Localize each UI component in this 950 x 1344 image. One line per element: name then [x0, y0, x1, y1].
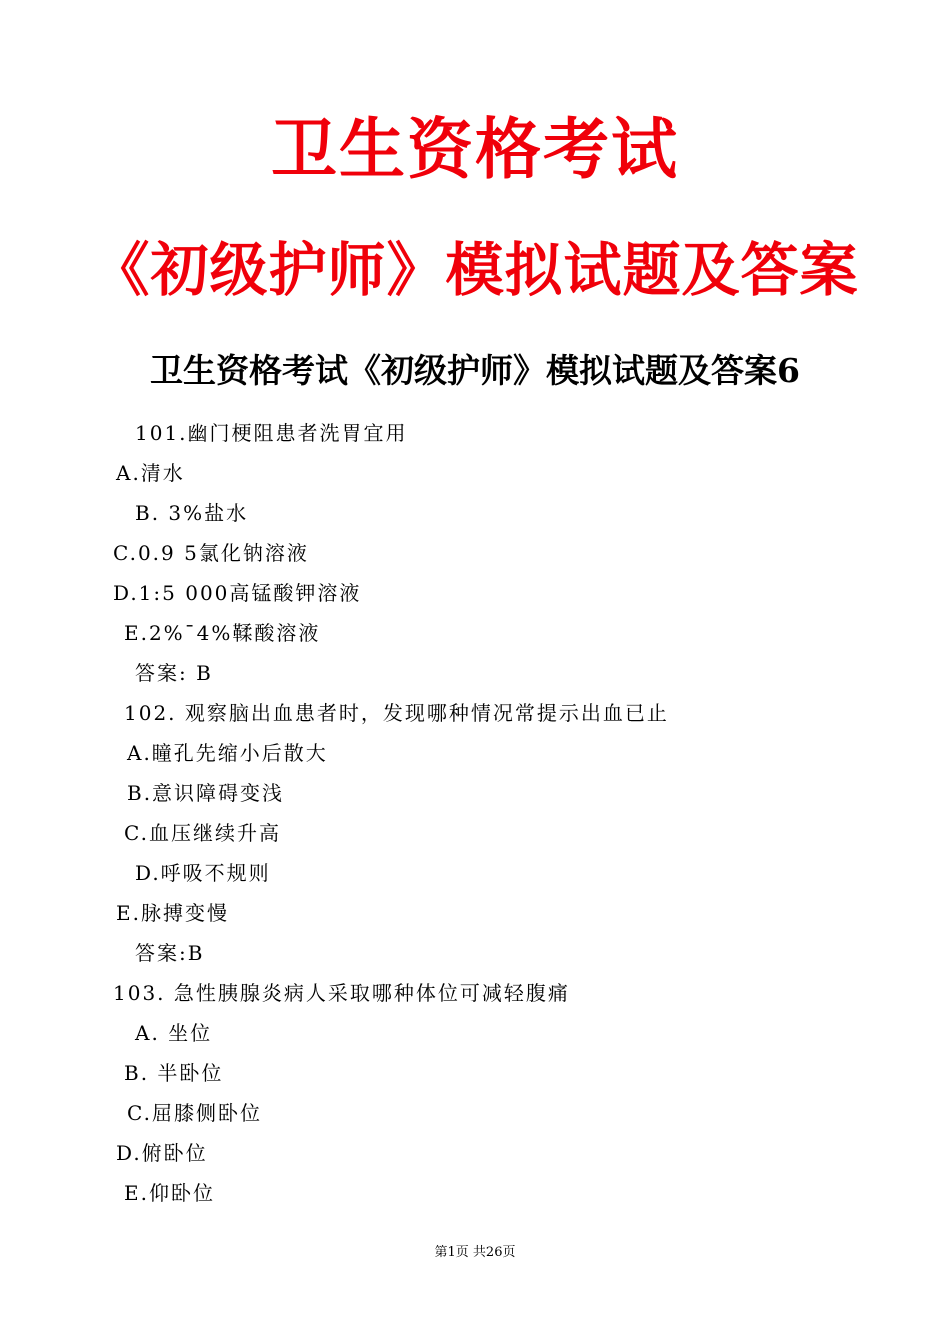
page-footer: 第1页 共26页: [434, 1245, 516, 1260]
document-subtitle: 卫生资格考试《初级护师》模拟试题及答案6: [150, 351, 800, 390]
option-102-a: A.瞳孔先缩小后散大: [127, 741, 328, 765]
main-title: 卫生资格考试: [271, 111, 679, 188]
option-103-d: D.俯卧位: [116, 1141, 208, 1165]
option-102-d: D.呼吸不规则: [135, 861, 271, 885]
option-101-c: C.0.9 5氯化钠溶液: [113, 541, 309, 565]
question-103: 103. 急性胰腺炎病人采取哪种体位可减轻腹痛: [113, 981, 570, 1005]
main-title-subline: 《初级护师》模拟试题及答案: [91, 236, 859, 304]
question-101: 101.幽门梗阻患者洗胃宜用: [135, 421, 408, 445]
option-101-d: D.1:5 000高锰酸钾溶液: [113, 581, 362, 605]
answer-101: 答案: B: [135, 661, 213, 685]
option-101-b: B. 3%盐水: [135, 501, 249, 525]
option-102-c: C.血压继续升高: [124, 821, 281, 845]
option-103-c: C.屈膝侧卧位: [127, 1101, 262, 1125]
option-103-a: A. 坐位: [135, 1021, 213, 1045]
option-102-b: B.意识障碍变浅: [127, 781, 285, 805]
option-101-a: A.清水: [116, 461, 185, 485]
option-101-e: E.2%¯4%鞣酸溶液: [124, 621, 321, 645]
answer-102: 答案:B: [135, 941, 205, 965]
option-103-b: B. 半卧位: [124, 1061, 224, 1085]
option-103-e: E.仰卧位: [124, 1181, 215, 1205]
question-102: 102. 观察脑出血患者时，发现哪种情况常提示出血已止: [124, 701, 669, 725]
option-102-e: E.脉搏变慢: [116, 901, 229, 925]
